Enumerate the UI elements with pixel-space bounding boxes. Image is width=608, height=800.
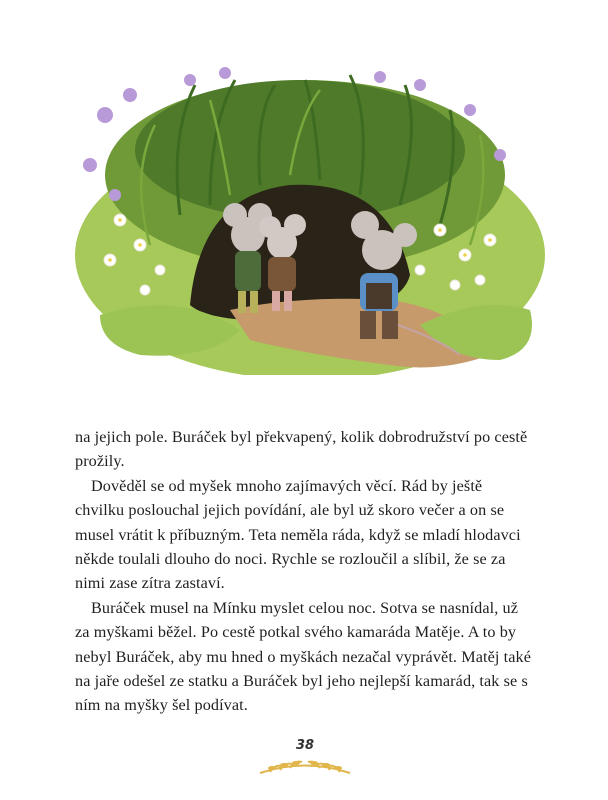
paragraph-1: na jejich pole. Buráček byl překvapený, kolik dobrodružství po cestě prožily.: [75, 428, 528, 471]
page-folio: [250, 728, 360, 788]
illustration-mice-at-burrow: [60, 55, 550, 375]
mice-burrow-scene: [60, 55, 550, 375]
page-number: 38: [295, 738, 315, 753]
paragraph-2: Dověděl se od myšek mnoho zajímavých věcí. Rád by ještě chvilku poslouchal jejich povídání, ale byl už skoro večer a on se musel vrátit k příbuzným. Teta neměla ráda, když se mladí hlodavci někde toulali dlouho do noci. Rychle se rozloučil a slíbil, že se za nimi zase zítra zastaví.: [75, 476, 521, 593]
story-text: [75, 425, 535, 718]
wheat-ornament-icon: [250, 728, 360, 788]
paragraph-3: Buráček musel na Mínku myslet celou noc. Sotva se nasnídal, už za myškami běžel. Po cestě potkal svého kamaráda Matěje. A to by nebyl Buráček, aby mu hned o myškách nezačal vyprávět. Matěj také na jaře odešel ze statku a Buráček byl jeho nejlepší kamarád, tak se s ním na myšky šel podívat.: [75, 598, 531, 715]
